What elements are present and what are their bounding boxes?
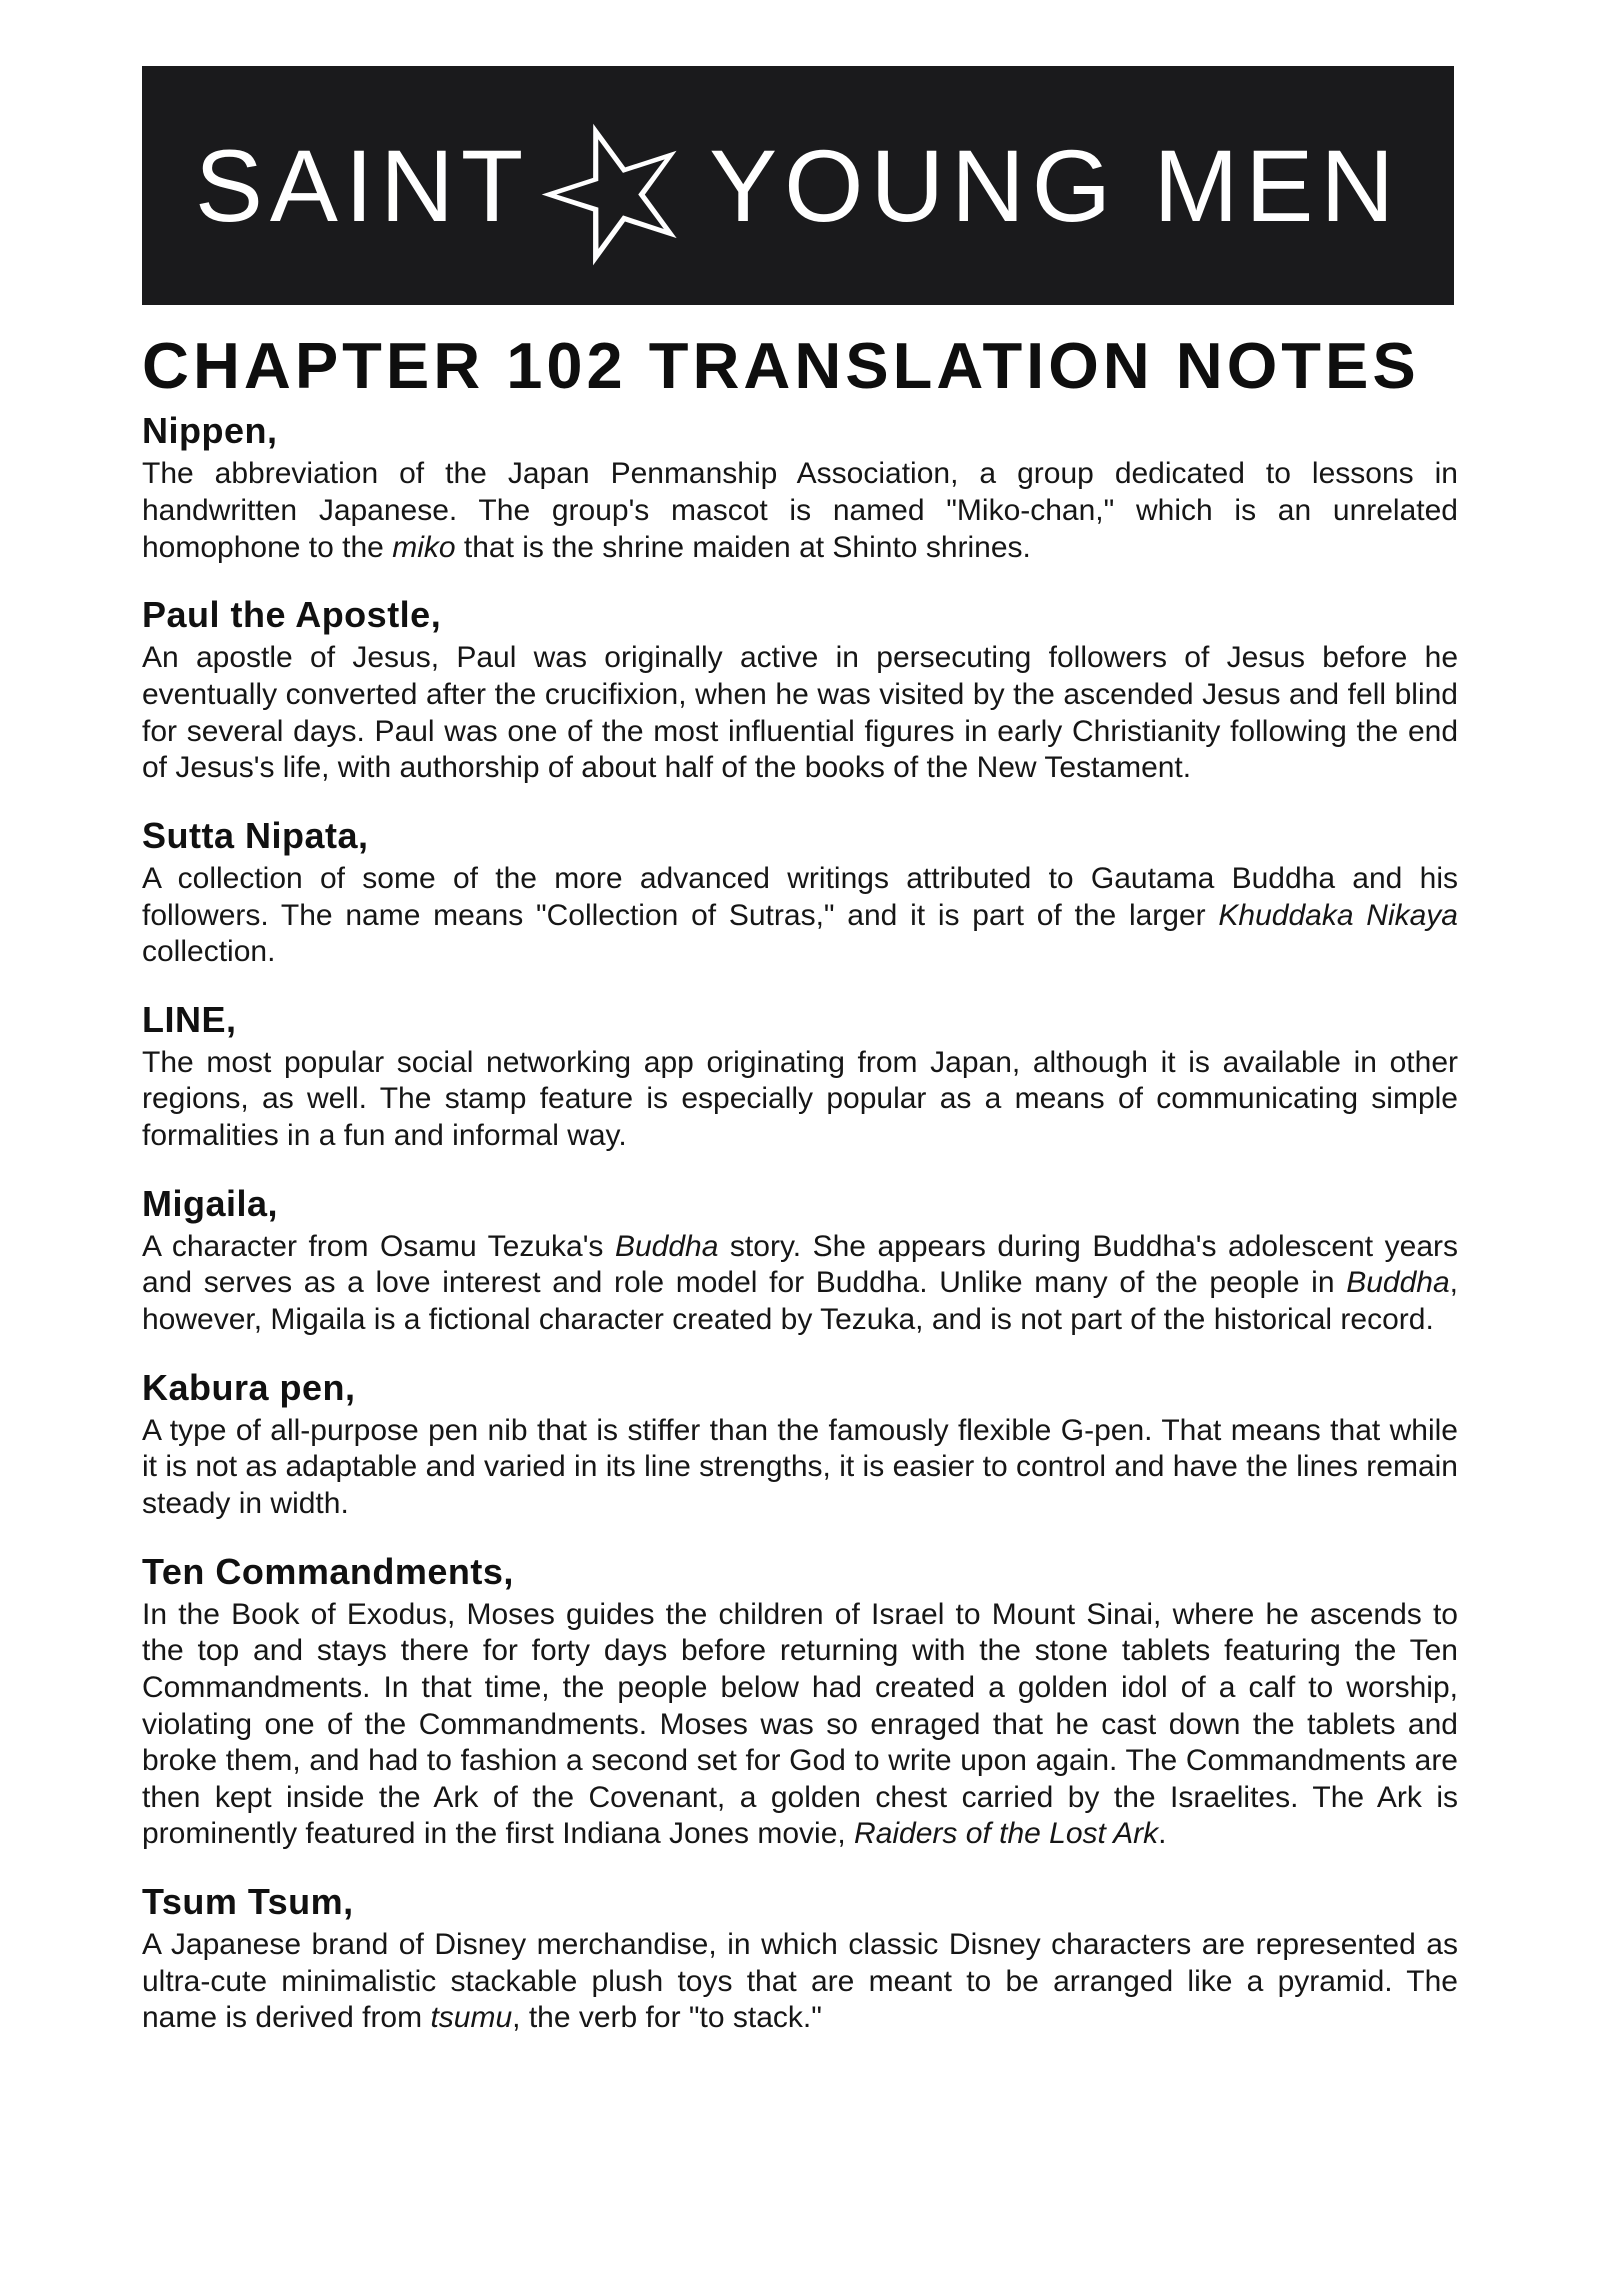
page-title: CHAPTER 102 TRANSLATION NOTES [142,329,1420,402]
italic-text-run: Raiders of the Lost Ark [854,1817,1159,1851]
star-icon: ☆ [504,64,733,315]
text-run: A Japanese brand of Disney merchandise, in which classic Disney characters are represented as ultra-cute minimalistic stackable plush toys that are meant to be arranged like a pyramid. The name is derived from [142,1928,1458,2035]
term-heading: LINE, [142,998,237,1040]
series-logo-banner [142,64,1454,315]
term-definition [142,1927,1458,2037]
note-section [142,814,1458,971]
logo-text-young-men: YOUNG MEN [709,128,1402,243]
logo-text-saint: SAINT [194,128,531,243]
term-heading: Paul the Apostle, [142,594,442,636]
term-definition [142,456,1458,566]
text-run: An apostle of Jesus, Paul was originally active in persecuting followers of Jesus before he eventually converted after the crucifixion, when he was visited by the ascended Jesus and fell blind for several days. Paul was one of the most influential figures in early Christianity following the end of Jesus's life, with authorship of about half of the books of the New Testament. [142,641,1458,785]
note-section [142,1182,1458,1339]
italic-text-run: tsumu [430,2001,513,2035]
term-definition [142,861,1458,971]
italic-text-run: Buddha [1346,1266,1450,1300]
term-definition [142,1229,1458,1339]
note-section [142,593,1458,787]
term-heading: Ten Commandments, [142,1550,514,1592]
term-definition [142,1597,1458,1853]
term-heading: Tsum Tsum, [142,1880,354,1922]
text-run: collection. [142,935,276,969]
term-definition [142,1413,1458,1523]
text-run: A character from Osamu Tezuka's [142,1229,615,1263]
term-definition [142,640,1458,786]
term-heading: Sutta Nipata, [142,814,369,856]
text-run: In the Book of Exodus, Moses guides the children of Israel to Mount Sinai, where he ascends to the top and stays there for forty days before returning with the stone tablets featuring the Ten Commandments. In that time, the people below had created a golden idol of a calf to worship, violating one of the Commandments. Moses was so enraged that he cast down the tablets and broke them, and had to fashion a second set for God to write upon again. The Commandments are then kept inside the Ark of the Covenant, a golden chest carried by the Israelites. The Ark is prominently featured in the first Indiana Jones movie, [142,1597,1458,1851]
text-run: A collection of some of the more advanced writings attributed to Gautama Buddha and his followers. The name means "Collection of Sutras," and it is part of the larger [142,861,1458,932]
notes-list [142,409,1458,2037]
text-run: A type of all-purpose pen nib that is stiffer than the famously flexible G-pen. That means that while it is not as adaptable and varied in its line strengths, it is easier to control and have the lines remain steady in width. [142,1413,1458,1520]
text-run: , the verb for "to stack." [512,2001,822,2035]
series-logo [194,64,1402,315]
note-section [142,409,1458,566]
text-run: story. She appears during Buddha's adolescent years and serves as a love interest and role model for Buddha. Unlike many of the people in [142,1229,1458,1300]
term-heading: Kabura pen, [142,1366,356,1408]
text-run: , however, Migaila is a fictional character created by Tezuka, and is not part of the historical record. [142,1266,1458,1337]
italic-text-run: Khuddaka Nikaya [1218,898,1458,932]
term-heading: Nippen, [142,410,278,452]
text-run: The abbreviation of the Japan Penmanship Association, a group dedicated to lessons in handwritten Japanese. The group's mascot is named "Miko-chan," which is an unrelated homophone to the [142,457,1458,564]
note-section [142,998,1458,1155]
text-run: that is the shrine maiden at Shinto shrines. [455,530,1031,564]
term-definition [142,1045,1458,1155]
text-run: The most popular social networking app originating from Japan, although it is available in other regions, as well. The stamp feature is especially popular as a means of communicating simple formalities in a fun and informal way. [142,1045,1458,1153]
term-heading: Migaila, [142,1182,279,1224]
note-section [142,1366,1458,1523]
note-section [142,1550,1458,1853]
italic-text-run: Buddha [614,1229,719,1263]
note-section [142,1880,1458,2037]
text-run: . [1158,1817,1167,1851]
italic-text-run: miko [392,530,456,564]
